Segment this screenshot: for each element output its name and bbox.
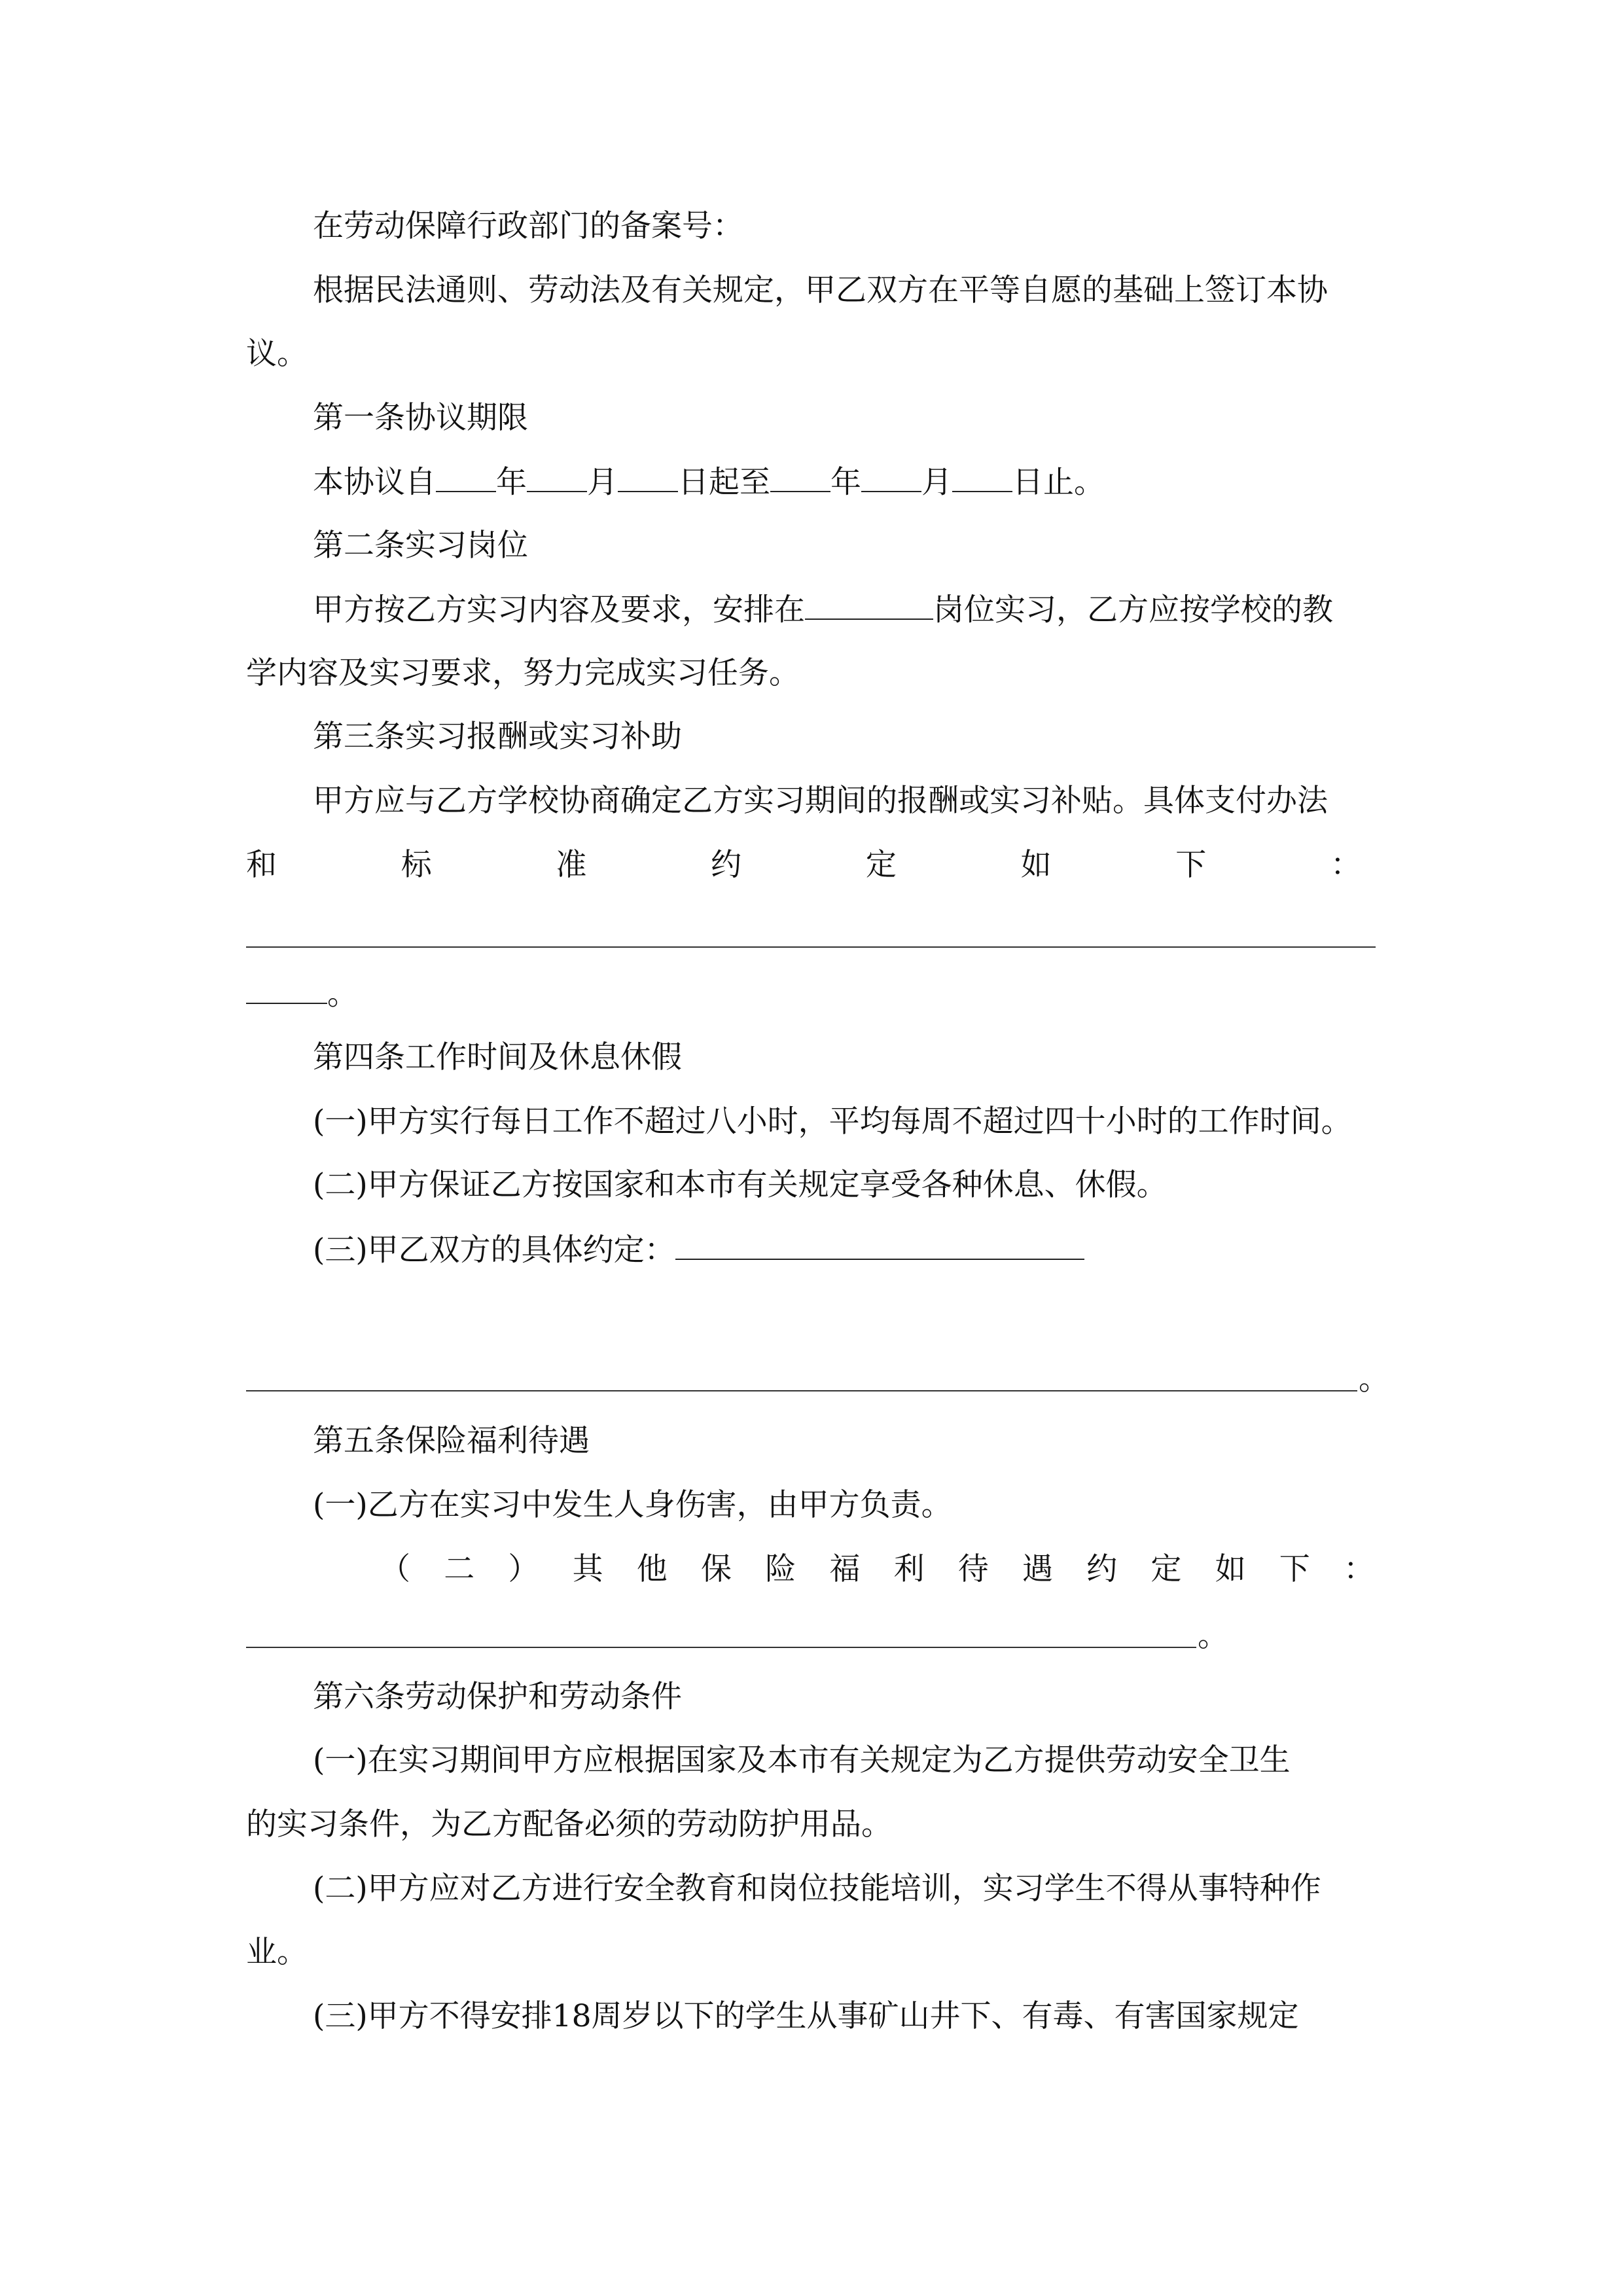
preamble-line-2: 议。 <box>246 336 308 372</box>
article-4-item-2: (二)甲方保证乙方按国家和本市有关规定享受各种休息、休假。 <box>313 1167 1168 1203</box>
article-2-title: 第二条实习岗位 <box>313 528 528 564</box>
specific-agreement-blank[interactable] <box>675 1231 1084 1260</box>
article-1-term <box>313 463 1105 501</box>
article-5-item-2: （二）其他保险福利待遇约定如下： <box>380 1551 1374 1587</box>
filing-number-label: 在劳动保障行政部门的备案号： <box>313 208 743 244</box>
preamble-line-1: 根据民法通则、劳动法及有关规定，甲乙双方在平等自愿的基础上签订本协 <box>313 272 1328 308</box>
end-day-blank[interactable] <box>952 463 1012 492</box>
article-2-line-1-a: 甲方按乙方实习内容及要求，安排在 <box>313 592 805 628</box>
position-blank[interactable] <box>805 591 933 620</box>
article-2-line-1 <box>313 591 1333 629</box>
article-6-title: 第六条劳动保护和劳动条件 <box>313 1679 682 1715</box>
article-6-item-2-line-2: 业。 <box>246 1934 308 1970</box>
article-3-line-1: 甲方应与乙方学校协商确定乙方实习期间的报酬或实习补贴。具体支付办法 <box>313 783 1328 819</box>
article-1-title: 第一条协议期限 <box>313 400 528 436</box>
article-4-item-3-text: (三)甲乙双方的具体约定： <box>313 1232 675 1268</box>
article-3-end-blank[interactable] <box>246 975 327 1004</box>
article-3-end-mark: 。 <box>327 976 358 1013</box>
article-6-item-1-line-2: 的实习条件，为乙方配备必须的劳动防护用品。 <box>246 1806 892 1842</box>
start-month-blank[interactable] <box>527 463 587 492</box>
article-4-title: 第四条工作时间及休息休假 <box>313 1039 682 1075</box>
article-6-item-2-line-1: (二)甲方应对乙方进行安全教育和岗位技能培训，实习学生不得从事特种作 <box>313 1871 1321 1907</box>
article-3-end <box>246 975 358 1013</box>
article-4-end-mark: 。 <box>1359 1361 1389 1397</box>
article-4-item-3 <box>313 1231 1084 1269</box>
end-year-blank[interactable] <box>770 463 830 492</box>
article-6-item-3-line-1: (三)甲方不得安排18周岁以下的学生从事矿山井下、有毒、有害国家规定 <box>313 1998 1299 2034</box>
start-day-blank[interactable] <box>618 463 678 492</box>
start-year-blank[interactable] <box>436 463 496 492</box>
article-2-line-1-b: 岗位实习，乙方应按学校的教 <box>933 592 1333 628</box>
year-label: 年 <box>496 464 527 501</box>
article-3-fill-line[interactable] <box>246 946 1376 948</box>
article-3-title: 第三条实习报酬或实习补助 <box>313 719 682 755</box>
article-5-end-mark: 。 <box>1198 1618 1228 1654</box>
article-3-line-2: 和标准约定如下： <box>246 847 1361 883</box>
article-4-fill-line[interactable] <box>246 1390 1357 1391</box>
article-5-title: 第五条保险福利待遇 <box>313 1423 590 1459</box>
month-label: 月 <box>587 464 618 501</box>
month-label-2: 月 <box>921 464 952 501</box>
article-5-item-1: (一)乙方在实习中发生人身伤害，由甲方负责。 <box>313 1487 952 1523</box>
article-4-item-1: (一)甲方实行每日工作不超过八小时，平均每周不超过四十小时的工作时间。 <box>313 1103 1352 1139</box>
article-2-line-2: 学内容及实习要求，努力完成实习任务。 <box>246 655 800 691</box>
year-label-2: 年 <box>830 464 861 501</box>
day-from-label: 日起至 <box>678 464 770 501</box>
day-to-label: 日止。 <box>1012 464 1105 501</box>
article-5-fill-line[interactable] <box>246 1647 1196 1648</box>
term-prefix: 本协议自 <box>313 464 436 501</box>
end-month-blank[interactable] <box>861 463 921 492</box>
article-6-item-1-line-1: (一)在实习期间甲方应根据国家及本市有关规定为乙方提供劳动安全卫生 <box>313 1742 1291 1778</box>
